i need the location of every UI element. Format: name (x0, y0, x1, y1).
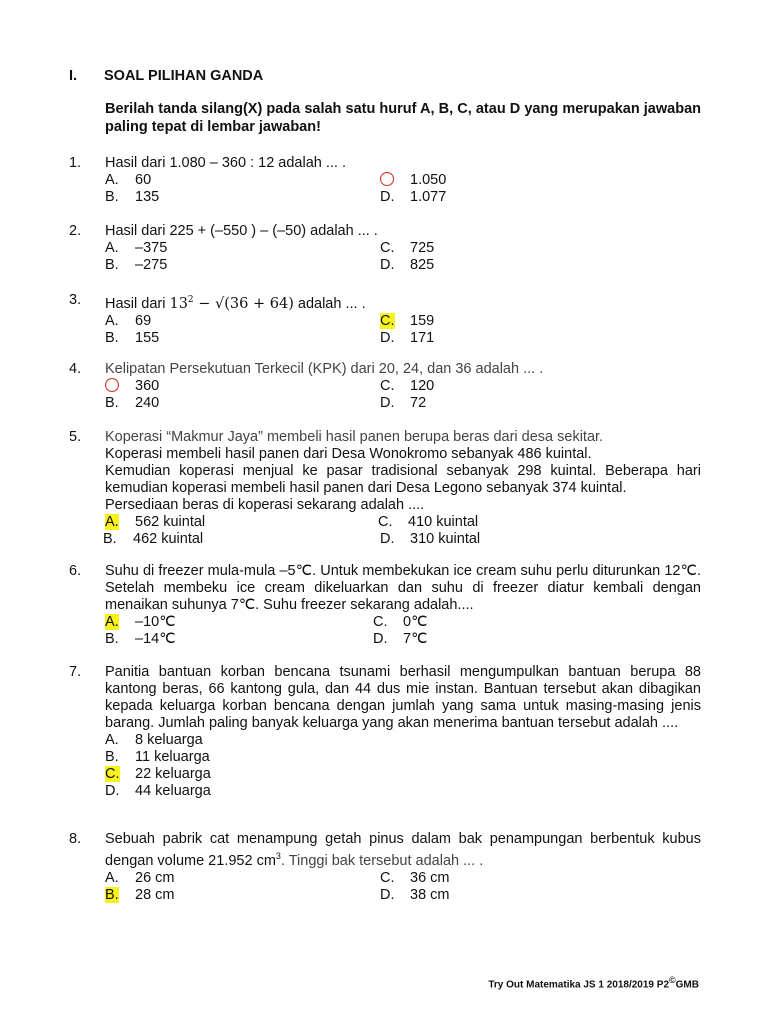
option-c: C. 22 keluarga (105, 766, 211, 782)
option-b: B. –14℃ (105, 631, 176, 647)
question-5 (69, 429, 709, 548)
option-b: B. 462 kuintal (103, 531, 204, 547)
question-text: Hasil dari 1.080 – 360 : 12 adalah ... . (105, 155, 347, 171)
section-heading (69, 68, 263, 84)
question-8 (69, 831, 709, 904)
option-a: A. 60 (105, 172, 152, 188)
option-d: D. 310 kuintal (380, 531, 481, 547)
highlight-mark: A. (105, 514, 119, 530)
option-b: B. 28 cm (105, 886, 175, 903)
option-b: B. –275 (105, 257, 168, 273)
question-text-line: Kemudian koperasi menjual ke pasar tradisional sebanyak 298 kuintal. Beberapa hari kemudian koperasi membeli hasil panen dari Desa Legono sebanyak 374 kuintal. (105, 463, 701, 496)
math-expression: $13^2 - √(36 + 64)$ (169, 295, 294, 312)
option-a: A. 26 cm (105, 869, 175, 886)
option-b: B. 240 (105, 395, 160, 411)
option-d: D. 1.077 (380, 189, 447, 205)
question-text-line: Koperasi membeli hasil panen dari Desa Wonokromo sebanyak 486 kuintal. (105, 446, 592, 462)
question-text: Kelipatan Persekutuan Terkecil (KPK) dari 20, 24, dan 36 adalah ... . (105, 361, 544, 377)
question-7 (69, 664, 709, 800)
question-number: 8. (69, 831, 82, 847)
question-text-line: Koperasi “Makmur Jaya” membeli hasil panen berupa beras dari desa sekitar. (105, 429, 604, 445)
answer-circle-mark (380, 172, 394, 186)
question-1 (69, 155, 709, 206)
page-footer: Try Out Matematika JS 1 2018/2019 P2©GMB (488, 975, 699, 991)
question-number: 3. (69, 292, 82, 308)
question-number: 6. (69, 563, 82, 579)
highlight-mark: C. (105, 766, 120, 782)
option-b: B. 11 keluarga (105, 749, 210, 765)
option-c: C. 120 (380, 378, 435, 394)
question-text: Sebuah pabrik cat menampung getah pinus dalam bak penampungan berbentuk kubus dengan volume 21.952 $cm^3$. Tinggi bak tersebut adalah ... . (105, 831, 701, 869)
highlight-mark: B. (105, 886, 119, 903)
option-c: C. 410 kuintal (378, 514, 479, 530)
option-b: B. 155 (105, 329, 160, 346)
question-number: 2. (69, 223, 82, 239)
section-number: I. (69, 68, 78, 84)
option-d: D. 38 cm (380, 886, 450, 903)
instruction: Berilah tanda silang(X) pada salah satu huruf A, B, C, atau D yang merupakan jawaban paling tepat di lembar jawaban! (105, 101, 701, 135)
option-d: D. 825 (380, 257, 435, 273)
option-c: C. 36 cm (380, 869, 450, 886)
option-c: 1.050 (380, 172, 446, 189)
answer-circle-mark (105, 378, 119, 392)
question-2 (69, 223, 709, 274)
option-d: D. 171 (380, 329, 435, 346)
option-b: B. 135 (105, 189, 160, 205)
option-a: A. 8 keluarga (105, 732, 203, 748)
question-text: Hasil dari $13^2 - √(36 + 64)$ adalah ... . (105, 295, 366, 312)
option-a: A. –375 (105, 240, 168, 256)
option-d: D. 44 keluarga (105, 783, 211, 799)
option-d: D. 7℃ (373, 631, 428, 647)
highlight-mark: A. (105, 614, 119, 630)
question-number: 5. (69, 429, 82, 445)
option-d: D. 72 (380, 395, 427, 411)
question-3 (69, 292, 709, 347)
option-a: A. –10℃ (105, 614, 176, 630)
highlight-mark: C. (380, 312, 395, 329)
question-number: 1. (69, 155, 82, 171)
option-c: C. 159 (380, 312, 435, 329)
option-a: 360 (105, 378, 159, 395)
question-text: Suhu di freezer mula-mula –5℃. Untuk membekukan ice cream suhu perlu diturunkan 12℃. Setelah membeku ice cream dikeluarkan dan suhu di freezer diatur kembali dengan menaikan suhunya 7℃. Suhu freezer sekarang adalah.... (105, 563, 701, 613)
question-text: Hasil dari 225 + (–550 ) – (–50) adalah ... . (105, 223, 378, 239)
option-c: C. 0℃ (373, 614, 428, 630)
question-text: Panitia bantuan korban bencana tsunami berhasil mengumpulkan bantuan berupa 88 kantong beras, 66 kantong gula, dan 44 dus mie instan. Bantuan tersebut akan dibagikan kepada keluarga korban bencana dengan jumlah yang sama untuk masing-masing jenis barang. Jumlah paling banyak keluarga yang akan menerima bantuan tersebut adalah .... (105, 664, 701, 731)
option-c: C. 725 (380, 240, 435, 256)
question-6 (69, 563, 709, 648)
question-text-line: Persediaan beras di koperasi sekarang adalah .... (105, 497, 425, 513)
option-a: A. 562 kuintal (105, 514, 206, 530)
question-number: 4. (69, 361, 82, 377)
question-number: 7. (69, 664, 82, 680)
option-a: A. 69 (105, 312, 152, 329)
question-4 (69, 361, 709, 412)
section-title: SOAL PILIHAN GANDA (104, 68, 264, 84)
